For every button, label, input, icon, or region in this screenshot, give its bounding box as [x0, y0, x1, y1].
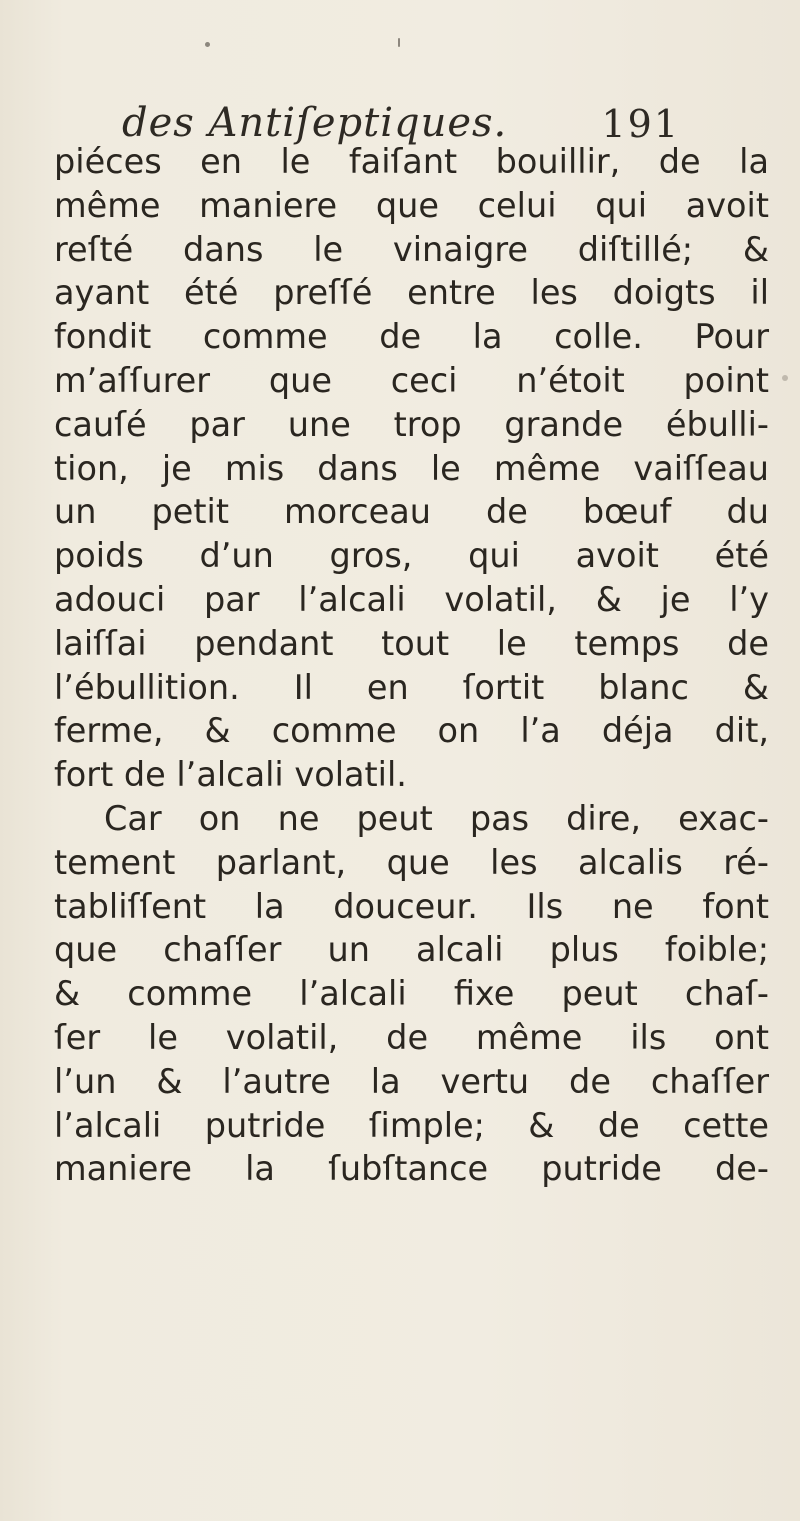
ink-speck	[398, 38, 400, 47]
text-line: poids d’un gros, qui avoit été	[54, 536, 769, 576]
text-line: que chaſſer un alcali plus foible;	[54, 930, 769, 970]
text-line: reſté dans le vinaigre diſtillé; &	[54, 229, 769, 269]
text-line: tabliſſent la douceur. Ils ne font	[54, 886, 769, 926]
text-line: piéces en le faiſant bouillir, de la	[54, 142, 769, 181]
paragraph-end-line: fort de l’alcali volatil.	[54, 755, 407, 795]
text-line: & comme l’alcali fixe peut chaſ-	[54, 974, 769, 1014]
text-line: l’alcali putride ſimple; & de cette	[54, 1105, 769, 1145]
text-line: maniere la ſubſtance putride de-	[54, 1149, 769, 1189]
text-line: ferme, & comme on l’a déja dit,	[54, 711, 769, 751]
text-line: m’aſſurer que ceci n’étoit point	[54, 360, 769, 400]
ink-speck	[782, 375, 788, 381]
text-line: même maniere que celui qui avoit	[54, 185, 769, 225]
text-line: l’ébullition. Il en ſortit blanc &	[54, 667, 769, 707]
running-title: des Antiſeptiques.	[122, 100, 508, 146]
body-text	[54, 140, 769, 1191]
text-line: un petit morceau de bœuf du	[54, 492, 769, 532]
text-line: laiſſai pendant tout le temps de	[54, 623, 769, 663]
ink-speck	[205, 42, 210, 47]
text-line: tement parlant, que les alcalis ré-	[54, 842, 769, 882]
page-number: 191	[601, 102, 680, 146]
text-line: tion, je mis dans le même vaiſſeau	[54, 448, 769, 488]
text-line: fondit comme de la colle. Pour	[54, 317, 769, 357]
text-line: adouci par l’alcali volatil, & je l’y	[54, 579, 769, 619]
text-line: cauſé par une trop grande ébulli-	[54, 404, 769, 444]
text-line: ayant été preſſé entre les doigts il	[54, 273, 769, 313]
text-line: l’un & l’autre la vertu de chaſſer	[54, 1061, 769, 1101]
paragraph-start-line: Car on ne peut pas dire, exac-	[104, 798, 769, 838]
text-line: ſer le volatil, de même ils ont	[54, 1017, 769, 1057]
